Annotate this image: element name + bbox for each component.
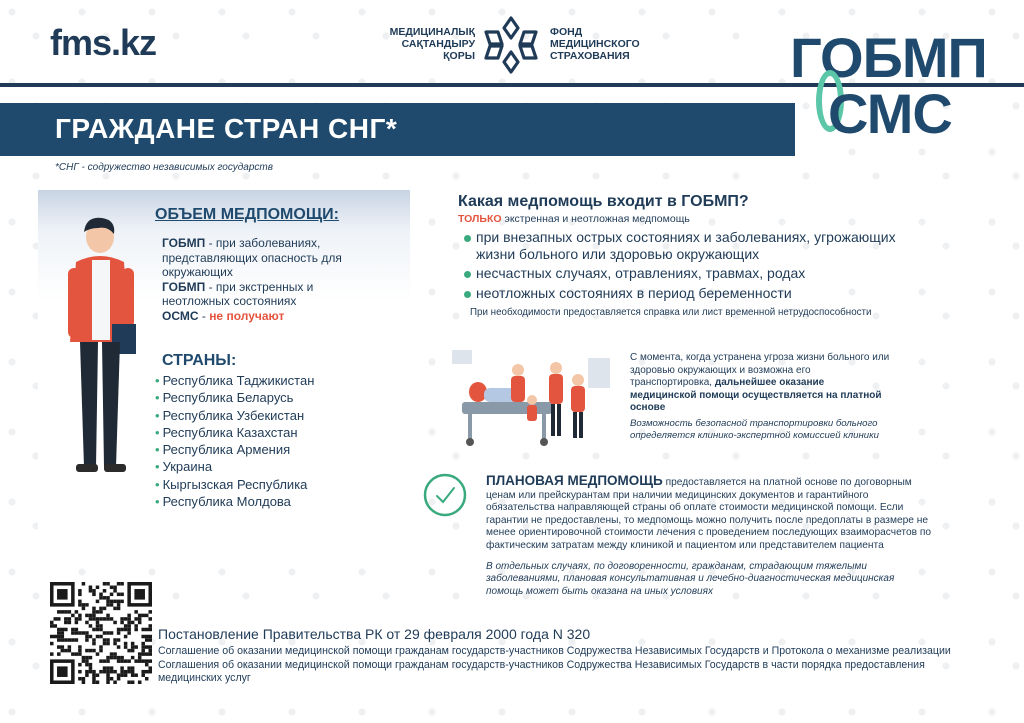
hospital-text-bold: дальнейшее оказание медицинской помощи осуществляется на платной основе xyxy=(630,377,882,413)
scope-desc: - при экстренных и неотложных состояниях xyxy=(162,279,314,309)
person-illustration-icon xyxy=(50,212,150,482)
fund-kz-line: САҚТАНДЫРУ xyxy=(401,38,475,50)
hospital-italic: Возможность безопасной транспортировки больного определяется клинико-экспертной комиссией клиники xyxy=(630,418,879,441)
check-circle-icon xyxy=(420,470,470,520)
decree-text: Соглашение об оказании медицинской помощи гражданам государств-участников Содружества Независимых Государств и Протокола о механизме реализации Соглашения об оказании медицинской помощи гражданам государств-участников Содружества Независимых Государств в части порядка предоставления медицинских услуг xyxy=(158,645,951,685)
countries-list xyxy=(155,372,314,510)
scope-item-gobmp1 xyxy=(162,236,372,280)
scope-item-osms xyxy=(162,309,372,324)
scope-dash: - xyxy=(198,308,210,323)
list-item: • Украина xyxy=(155,458,314,475)
site-name[interactable]: fms.kz xyxy=(50,22,157,63)
fund-logo-icon xyxy=(480,14,542,76)
hospital-illustration-icon xyxy=(448,340,618,452)
hospital-text-plain: С момента, когда устранена угроза жизни больного или здоровью окружающих и возможна его транспортировка, xyxy=(630,352,890,388)
hospital-text xyxy=(630,352,890,415)
scope-heading: ОБЪЕМ МЕДПОМОЩИ: xyxy=(155,206,339,223)
brand-line1: ГОБМП xyxy=(790,26,987,89)
list-item: при внезапных острых состояниях и заболеваниях, угрожающих жизни больного или здоровью окружающих xyxy=(462,229,912,262)
scope-label: ГОБМП xyxy=(162,236,206,250)
planned-italic: В отдельных случаях, по договоренности, гражданам, страдающим тяжелыми заболеваниями, плановая консультативная и лечебно-диагностическая медицинская помощь может быть оказана на иных условиях xyxy=(486,561,895,597)
scope-label: ОСМС xyxy=(162,308,199,323)
planned-text: предоставляется на платной основе по договорным ценам или прейскурантам при наличии медицинских документов и гарантийного обязательства направляющей страны об оплате стоимости медицинской помощи. Если гарантии не предоставлены, то медпомощь можно получить после предоплаты в размере не менее ориентировочной стоимости лечения с проведением последующих взаиморасчетов по фактическим затратам между клиникой и пациентом или представителем пациента xyxy=(486,477,932,551)
page-title: ГРАЖДАНЕ СТРАН СНГ* xyxy=(55,113,398,144)
decree-title: Постановление Правительства РК от 29 февраля 2000 года N 320 xyxy=(158,626,591,642)
scope-text xyxy=(162,236,372,324)
fund-name-ru xyxy=(550,26,660,62)
countries-heading: СТРАНЫ: xyxy=(162,352,237,369)
fund-kz-line: ҚОРЫ xyxy=(443,50,475,62)
planned-title: ПЛАНОВАЯ МЕДПОМОЩЬ xyxy=(486,473,663,488)
footnote: *СНГ - содружество независимых государств xyxy=(55,162,273,173)
fund-kz-line: МЕДИЦИНАЛЫҚ xyxy=(389,26,475,38)
scope-desc: - при заболеваниях, представляющих опасность для окружающих xyxy=(162,236,342,280)
list-item: несчастных случаях, отравлениях, травмах, родах xyxy=(462,265,912,282)
list-item: • Республика Армения xyxy=(155,441,314,458)
brand-logo xyxy=(790,26,990,150)
list-item: • Республика Молдова xyxy=(155,493,314,510)
only-label: ТОЛЬКО xyxy=(458,213,502,225)
scope-desc: не получают xyxy=(209,308,285,323)
list-item: • Кыргызская Республика xyxy=(155,476,314,493)
fund-ru-line: СТРАХОВАНИЯ xyxy=(550,50,630,62)
list-item: • Республика Беларусь xyxy=(155,389,314,406)
fund-ru-line: МЕДИЦИНСКОГО xyxy=(550,38,640,50)
sick-leave-note: При необходимости предоставляется справка или лист временной нетрудоспособности xyxy=(470,307,872,318)
qr-code-icon[interactable] xyxy=(50,582,152,684)
list-item: неотложных состояниях в период беременности xyxy=(462,285,912,302)
scope-item-gobmp2 xyxy=(162,280,372,309)
fund-name-kz xyxy=(370,26,475,62)
subtitle-text: экстренная и неотложная медпомощь xyxy=(501,213,690,225)
gobmp-bullets xyxy=(462,229,912,304)
list-item: • Республика Казахстан xyxy=(155,424,314,441)
brand-line2: СМС xyxy=(828,82,952,145)
scope-label: ГОБМП xyxy=(162,279,206,294)
list-item: • Республика Таджикистан xyxy=(155,372,314,389)
list-item: • Республика Узбекистан xyxy=(155,407,314,424)
planned-care xyxy=(486,475,936,553)
gobmp-subtitle xyxy=(458,213,690,225)
gobmp-question: Какая медпомощь входит в ГОБМП? xyxy=(458,193,749,210)
fund-ru-line: ФОНД xyxy=(550,26,583,38)
